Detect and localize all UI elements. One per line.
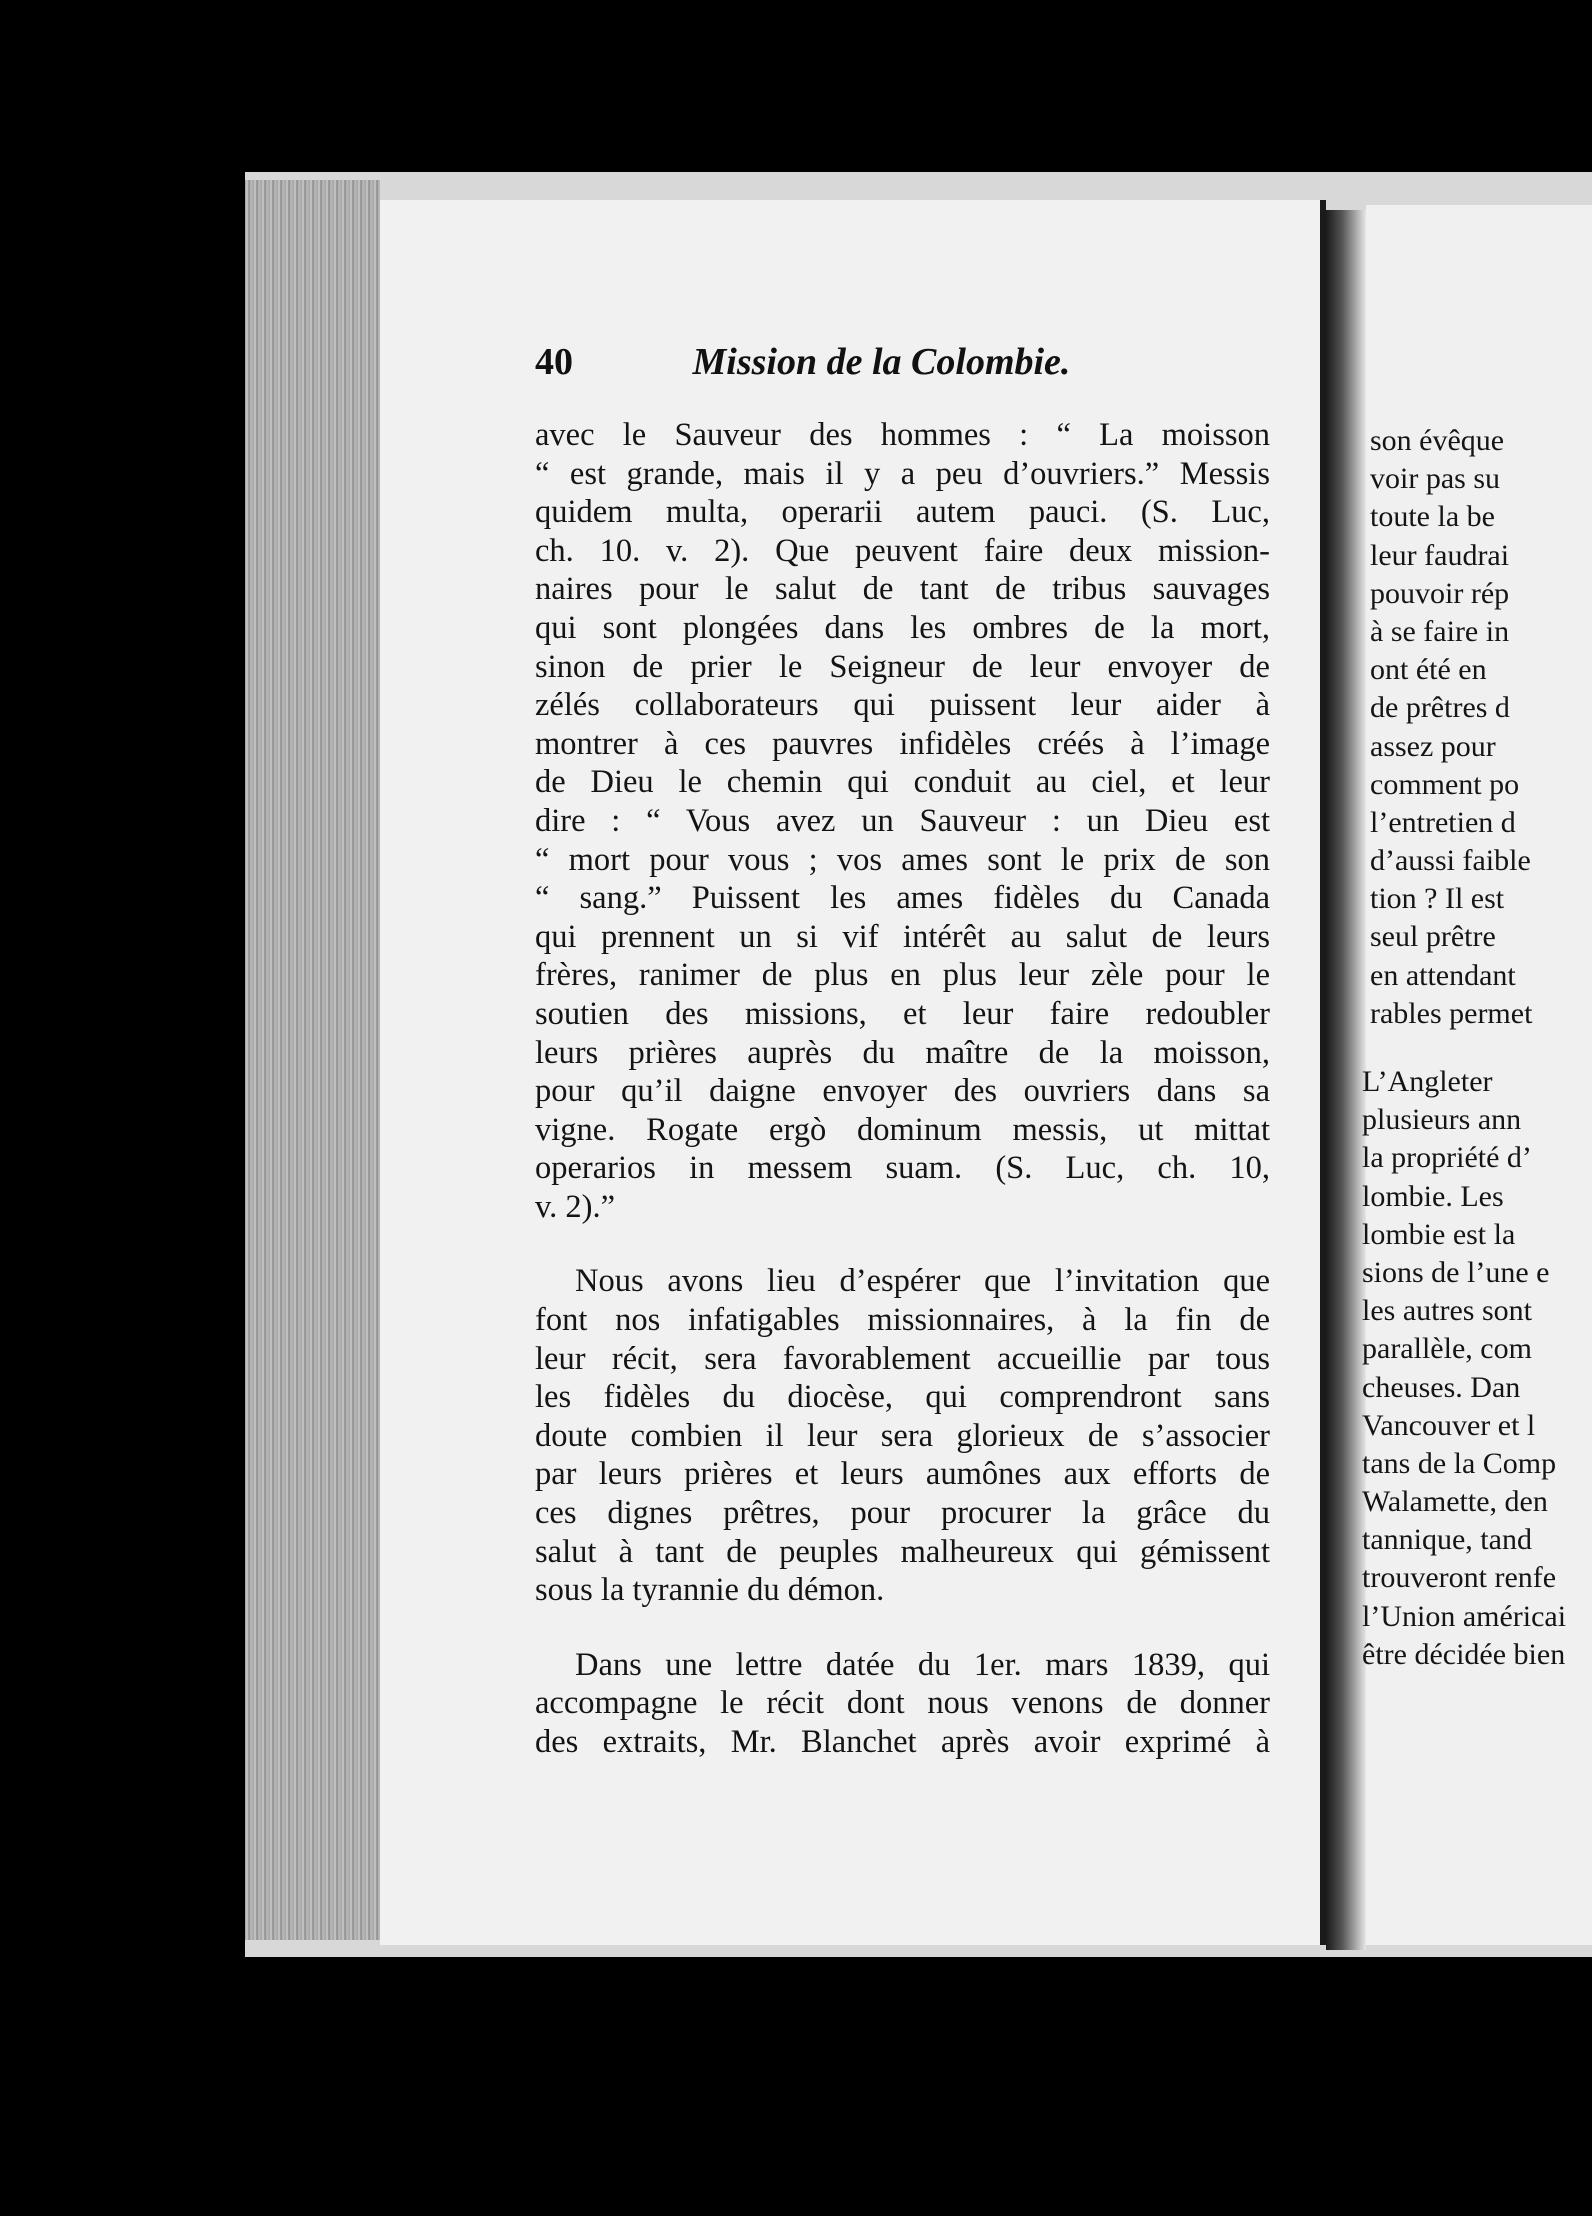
text-line: sinon de prier le Seigneur de leur envoyer de: [535, 648, 1270, 685]
text-line: lombie. Les: [1362, 1179, 1504, 1213]
text-line: toute la be: [1370, 500, 1495, 534]
text-line: sions de l’une e: [1362, 1255, 1550, 1289]
text-line: tion ? Il est: [1370, 882, 1505, 916]
text-line: qui sont plongées dans les ombres de la mort,: [535, 609, 1270, 646]
text-line: montrer à ces pauvres infidèles créés à l’image: [535, 725, 1270, 762]
right-block-2: [1362, 1063, 1592, 1674]
text-line: seul prêtre: [1370, 920, 1496, 954]
text-line: avec le Sauveur des hommes : “ La moisson: [535, 417, 1270, 453]
text-line: assez pour: [1370, 729, 1496, 763]
text-line: “ est grande, mais il y a peu d’ouvriers.” Messis: [535, 455, 1270, 492]
text-line: cheuses. Dan: [1362, 1370, 1521, 1404]
text-line: des extraits, Mr. Blanchet après avoir exprimé à: [535, 1724, 1270, 1760]
text-line: ont été en: [1370, 653, 1487, 687]
text-line: trouveront renfe: [1362, 1561, 1557, 1595]
text-line: à se faire in: [1370, 614, 1510, 648]
text-line: Dans une lettre datée du 1er. mars 1839, qui: [575, 1646, 1270, 1683]
text-line: par leurs prières et leurs aumônes aux efforts de: [535, 1456, 1270, 1493]
text-line: d’aussi faible: [1370, 844, 1531, 878]
text-line: leur récit, sera favorablement accueillie par tous: [535, 1340, 1270, 1377]
text-line: les fidèles du diocèse, qui comprendront sans: [535, 1379, 1270, 1416]
text-line: les autres sont: [1362, 1294, 1532, 1328]
text-line: Walamette, den: [1362, 1485, 1548, 1519]
text-line: plusieurs ann: [1362, 1103, 1522, 1137]
text-line: ces dignes prêtres, pour procurer la grâce du: [535, 1495, 1270, 1532]
text-line: l’Union américai: [1362, 1599, 1567, 1633]
text-line: en attendant: [1370, 958, 1516, 992]
paragraph-2: [535, 1262, 1270, 1609]
running-title: Mission de la Colombie.: [692, 341, 1071, 383]
right-page-text: [1362, 422, 1592, 1674]
text-line: L’Angleter: [1362, 1065, 1493, 1098]
text-line: l’entretien d: [1370, 805, 1516, 839]
text-line: ch. 10. v. 2). Que peuvent faire deux mission-: [535, 532, 1270, 569]
text-line: accompagne le récit dont nous venons de donner: [535, 1685, 1270, 1722]
page-header: [535, 340, 1070, 384]
text-line: être décidée bien: [1362, 1637, 1566, 1671]
text-line: parallèle, com: [1362, 1332, 1532, 1366]
text-line: qui prennent un si vif intérêt au salut de leurs: [535, 918, 1270, 955]
text-line: salut à tant de peuples malheureux qui gémissent: [535, 1533, 1270, 1570]
page-edges: [245, 180, 380, 1940]
text-line: naires pour le salut de tant de tribus sauvages: [535, 571, 1270, 608]
text-line: Nous avons lieu d’espérer que l’invitation que: [575, 1263, 1270, 1300]
text-line: comment po: [1370, 767, 1520, 801]
text-line: pouvoir rép: [1370, 576, 1510, 610]
text-line: doute combien il leur sera glorieux de s’associer: [535, 1417, 1270, 1454]
paragraph-3: [535, 1646, 1270, 1762]
text-line: leurs prières auprès du maître de la moisson,: [535, 1034, 1270, 1071]
text-line: la propriété d’: [1362, 1141, 1532, 1175]
text-line: “ sang.” Puissent les ames fidèles du Canada: [535, 880, 1270, 917]
text-line: son évêque: [1370, 424, 1505, 457]
text-line: dire : “ Vous avez un Sauveur : un Dieu est: [535, 802, 1270, 839]
text-line: frères, ranimer de plus en plus leur zèle pour le: [535, 957, 1270, 994]
text-line: soutien des missions, et leur faire redoubler: [535, 995, 1270, 1032]
text-line: de Dieu le chemin qui conduit au ciel, et leur: [535, 764, 1270, 801]
page-number: 40: [535, 341, 573, 383]
text-line: lombie est la: [1362, 1217, 1516, 1251]
text-line: voir pas su: [1370, 462, 1500, 496]
text-line: Vancouver et l: [1362, 1408, 1536, 1442]
text-line: operarios in messem suam. (S. Luc, ch. 10,: [535, 1150, 1270, 1187]
text-line: zélés collaborateurs qui puissent leur aider à: [535, 687, 1270, 724]
text-line: rables permet: [1370, 996, 1533, 1030]
left-page-text: [535, 416, 1270, 1762]
text-line: “ mort pour vous ; vos ames sont le prix de son: [535, 841, 1270, 878]
text-line: leur faudrai: [1370, 538, 1510, 572]
text-line: sous la tyrannie du démon.: [535, 1572, 885, 1609]
paragraph-1: [535, 416, 1270, 1226]
right-block-1: [1362, 422, 1592, 1033]
text-line: tans de la Comp: [1362, 1446, 1557, 1480]
text-line: vigne. Rogate ergò dominum messis, ut mittat: [535, 1111, 1270, 1148]
text-line: v. 2).”: [535, 1188, 616, 1225]
text-line: tannique, tand: [1362, 1523, 1532, 1557]
text-line: font nos infatigables missionnaires, à la fin de: [535, 1302, 1270, 1339]
text-line: de prêtres d: [1370, 691, 1510, 725]
text-line: quidem multa, operarii autem pauci. (S. Luc,: [535, 494, 1270, 531]
book-gutter: [1326, 210, 1366, 1950]
text-line: pour qu’il daigne envoyer des ouvriers dans sa: [535, 1073, 1270, 1110]
